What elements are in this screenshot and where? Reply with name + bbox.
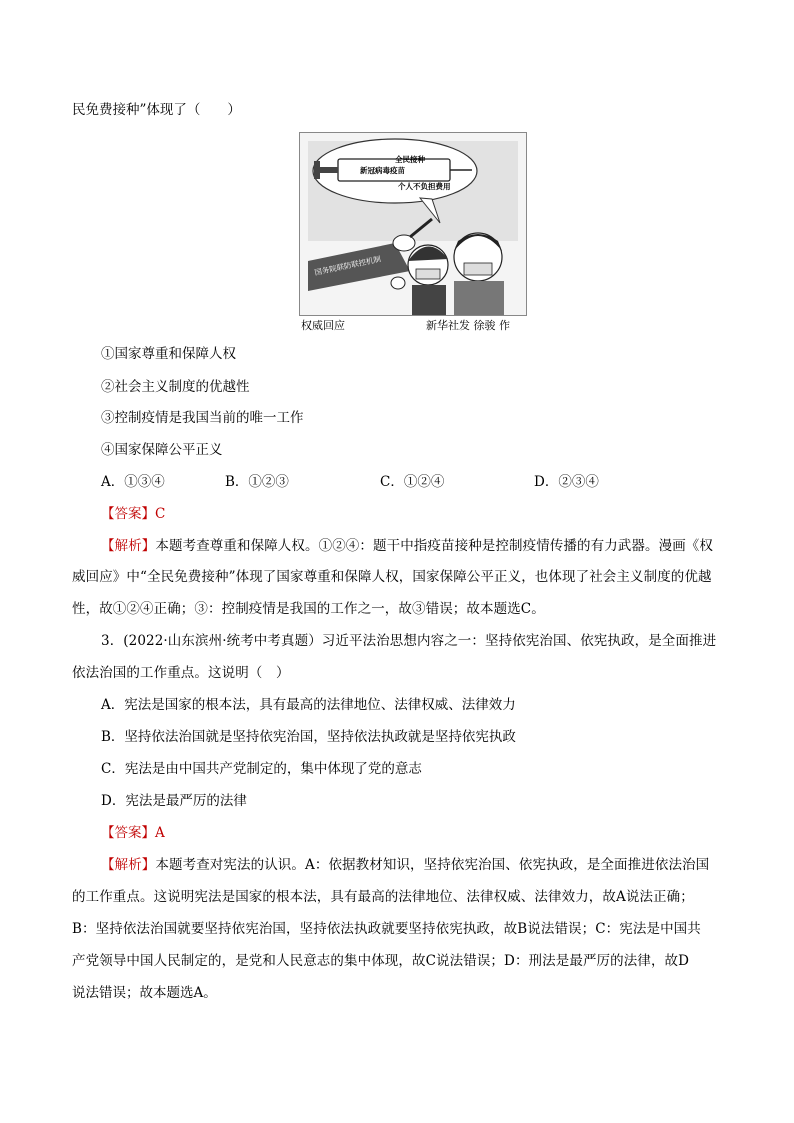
analysis-label: 【解析】: [101, 538, 156, 554]
cartoon-caption-left: 权威回应: [301, 319, 345, 332]
option-c: C．①②④: [380, 474, 445, 490]
analysis-text: 本题考查尊重和保障人权。①②④：题干中指疫苗接种是控制疫情传播的有力武器。漫画《权: [155, 538, 714, 554]
analysis-label: 【解析】: [101, 857, 156, 873]
analysis-q3-line-5: 说法错误；故本题选A。: [72, 985, 217, 1001]
statement-4: ④国家保障公平正义: [101, 442, 223, 458]
question-3-stem-line-1: 3．(2022·山东滨州·统考中考真题）习近平法治思想内容之一：坚持依宪治国、依宪执政，是全面推进: [101, 633, 717, 649]
answer-value: C: [155, 506, 166, 522]
statement-3: ③控制疫情是我国当前的唯一工作: [101, 410, 304, 426]
answer-q2: [101, 504, 165, 524]
syringe-label-line-3: 个人不负担费用: [398, 182, 451, 191]
question-3-stem-line-2: 依法治国的工作重点。这说明（ ）: [72, 665, 290, 681]
statement-1: ①国家尊重和保障人权: [101, 346, 236, 362]
syringe-label-line-2: 新冠病毒疫苗: [360, 166, 405, 175]
answer-label: 【答案】: [101, 825, 155, 841]
statement-2: ②社会主义制度的优越性: [101, 379, 250, 395]
analysis-q2-line-3: 性，故①②④正确；③：控制疫情是我国的工作之一，故③错误；故本题选C。: [72, 601, 545, 617]
option-d: D．②③④: [534, 474, 599, 490]
analysis-text: 本题考查对宪法的认识。A：依据教材知识，坚持依宪治国、依宪执政，是全面推进依法治国: [155, 857, 710, 873]
option-b: B．①②③: [225, 474, 289, 490]
analysis-q2-line-1: [101, 536, 713, 556]
q3-option-b: B．坚持依法治国就是坚持依宪治国，坚持依法执政就是坚持依宪执政: [101, 729, 516, 745]
analysis-q3-line-3: B：坚持依法治国就要坚持依宪治国，坚持依法执政就要坚持依宪执政，故B说法错误；C：宪法是中国共: [72, 921, 701, 937]
analysis-q3-line-2: 的工作重点。这说明宪法是国家的根本法，具有最高的法律地位、法律权威、法律效力，故A说法正确；: [72, 889, 694, 905]
sleeve-label: 国务院联防联控机制: [313, 254, 382, 278]
answer-q3: [101, 823, 165, 843]
q3-option-a: A．宪法是国家的根本法，具有最高的法律地位、法律权威、法律效力: [101, 697, 516, 713]
analysis-q3-line-1: [101, 855, 709, 875]
answer-value: A: [155, 825, 165, 841]
syringe-label-line-1: 全民接种: [395, 155, 425, 164]
q3-option-d: D．宪法是最严厉的法律: [101, 793, 247, 809]
q3-option-c: C．宪法是由中国共产党制定的，集中体现了党的意志: [101, 761, 422, 777]
question-stem-tail: 民免费接种”体现了（ ）: [72, 102, 241, 118]
option-a: A．①③④: [101, 474, 165, 490]
analysis-q3-line-4: 产党领导中国人民制定的，是党和人民意志的集中体现，故C说法错误；D：刑法是最严厉的法律，故D: [72, 953, 690, 969]
answer-label: 【答案】: [101, 506, 155, 522]
analysis-q2-line-2: 威回应》中“全民免费接种”体现了国家尊重和保障人权，国家保障公平正义，也体现了社会主义制度的优越: [72, 569, 712, 585]
cartoon-image: [299, 132, 527, 316]
cartoon-caption-right: 新华社发 徐骏 作: [426, 319, 510, 332]
